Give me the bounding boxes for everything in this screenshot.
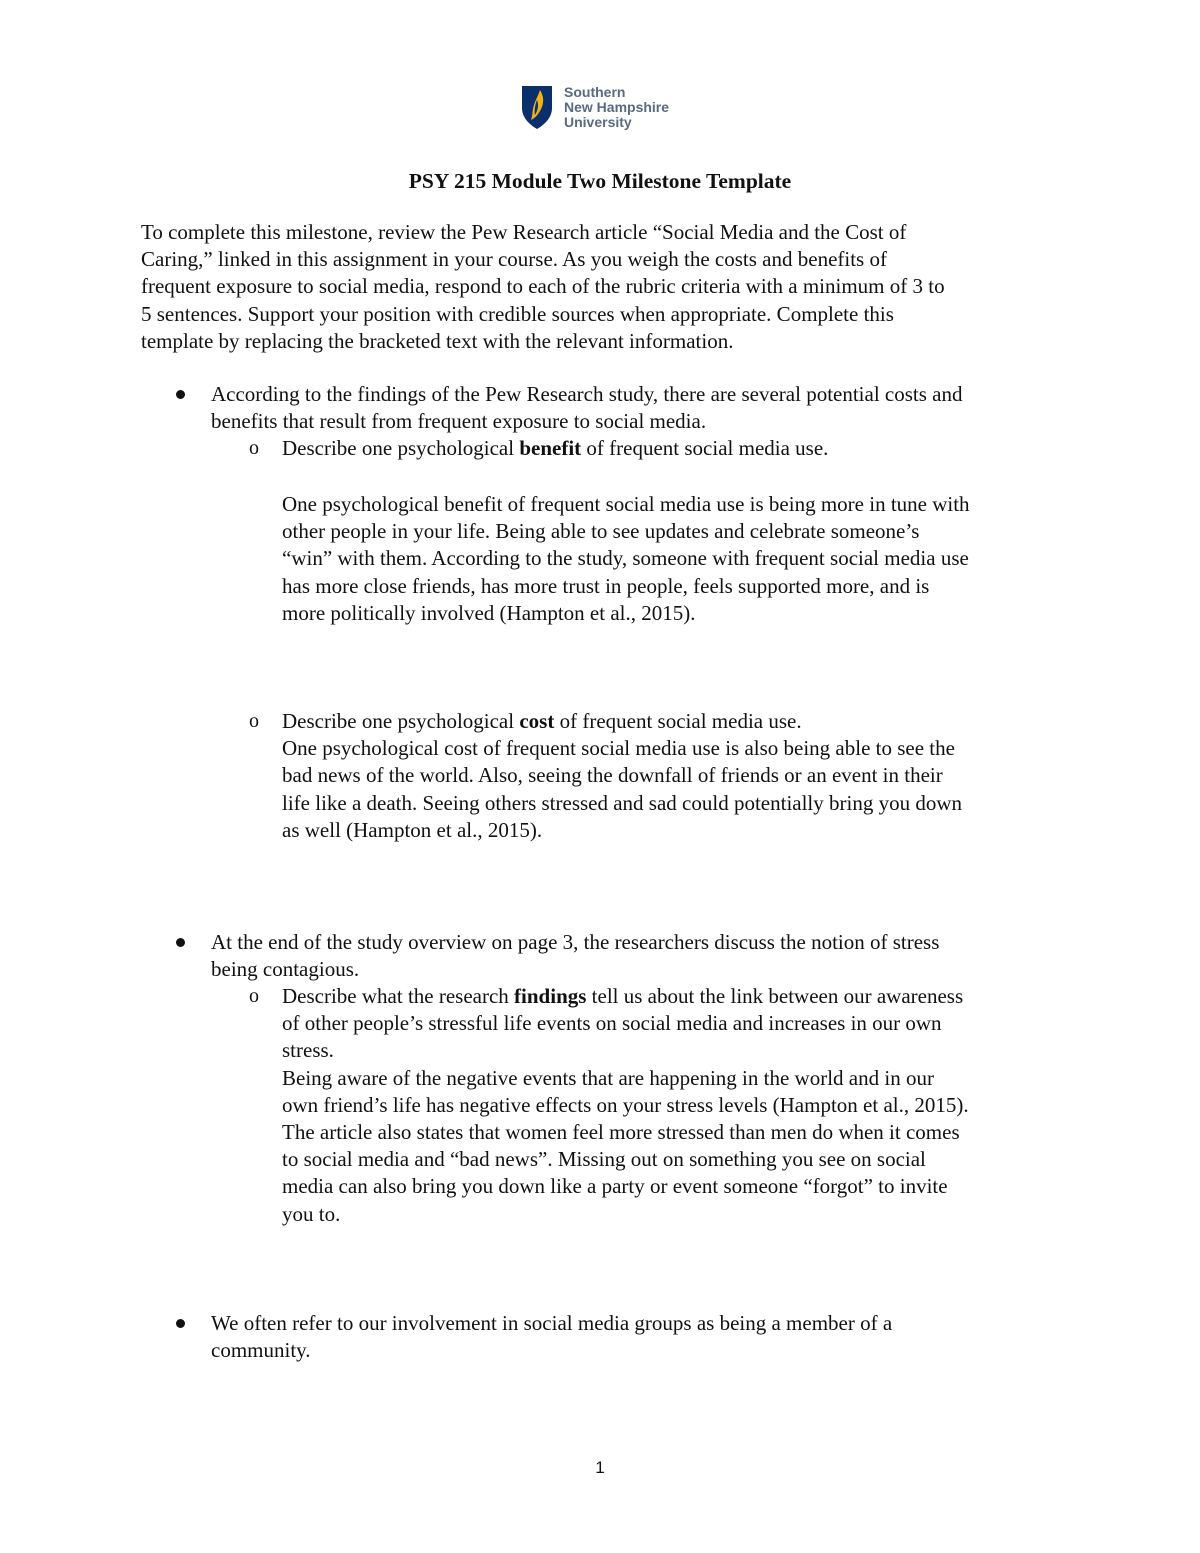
intro-line: frequent exposure to social media, respond to each of the rubric criteria with a minimum of 3 to [141, 274, 945, 299]
bullet-line: community. [211, 1338, 311, 1363]
prompt-emphasis: cost [519, 709, 555, 733]
answer-line: The article also states that women feel more stressed than men do when it comes [282, 1119, 960, 1144]
intro-line: template by replacing the bracketed text with the relevant information. [141, 328, 734, 353]
bullet-line: We often refer to our involvement in social media groups as being a member of a [211, 1311, 893, 1335]
answer-line: Being aware of the negative events that are happening in the world and in our [282, 1065, 934, 1090]
prompt-emphasis: findings [514, 984, 587, 1008]
intro-line: 5 sentences. Support your position with credible sources when appropriate. Complete this [141, 301, 894, 326]
page-number: 1 [595, 1458, 605, 1477]
logo-line-3: University [564, 114, 632, 130]
findings-prompt-and-answer [282, 983, 969, 1228]
university-logo [520, 84, 720, 136]
answer-line: life like a death. Seeing others stressed and sad could potentially bring you down [282, 790, 963, 815]
answer-line: as well (Hampton et al., 2015). [282, 817, 543, 842]
prompt-text: Describe what the research [282, 984, 515, 1008]
shield-flame-icon [520, 84, 554, 130]
bullet-marker [176, 390, 185, 399]
bullet-line: At the end of the study overview on page 3, the researchers discuss the notion of stress [211, 930, 940, 954]
logo-line-2: New Hampshire [564, 99, 670, 115]
prompt-line [282, 708, 962, 735]
prompt-emphasis: benefit [519, 436, 582, 460]
bullet-line: benefits that result from frequent exposure to social media. [211, 409, 707, 434]
answer-line: One psychological benefit of frequent social media use is being more in tune with [282, 492, 970, 516]
prompt-line [282, 983, 969, 1010]
answer-line: more politically involved (Hampton et al., 2015). [282, 600, 696, 625]
cost-prompt-and-answer [282, 708, 962, 844]
sub-bullet-marker: o [249, 985, 259, 1007]
prompt-text: Describe one psychological [282, 436, 520, 460]
prompt-text: Describe one psychological [282, 709, 520, 733]
answer-line: own friend’s life has negative effects on your stress levels (Hampton et al., 2015). [282, 1092, 969, 1117]
logo-line-1: Southern [564, 84, 626, 100]
document-title: PSY 215 Module Two Milestone Template [408, 169, 792, 193]
bullet-2-text [211, 929, 939, 983]
bullet-line: being contagious. [211, 957, 360, 982]
prompt-line: stress. [282, 1038, 334, 1063]
prompt-line: of other people’s stressful life events on social media and increases in our own [282, 1011, 942, 1036]
answer-line: you to. [282, 1201, 341, 1226]
answer-line: has more close friends, has more trust in people, feels supported more, and is [282, 573, 930, 598]
sub-bullet-marker: o [249, 710, 259, 732]
prompt-text: of frequent social media use. [554, 709, 802, 733]
intro-line: To complete this milestone, review the Pew Research article “Social Media and the Cost of [141, 220, 907, 244]
intro-line: Caring,” linked in this assignment in your course. As you weigh the costs and benefits of [141, 247, 887, 272]
prompt-text: tell us about the link between our awareness [586, 984, 964, 1008]
answer-line: other people in your life. Being able to see updates and celebrate someone’s [282, 519, 920, 544]
sub-bullet-marker: o [249, 437, 259, 459]
bullet-3-text [211, 1310, 892, 1364]
bullet-marker [176, 938, 185, 947]
benefit-answer [282, 491, 970, 627]
bullet-line: According to the findings of the Pew Research study, there are several potential costs and [211, 382, 963, 406]
benefit-prompt [282, 435, 828, 462]
answer-line: to social media and “bad news”. Missing out on something you see on social [282, 1147, 926, 1172]
answer-line: “win” with them. According to the study, someone with frequent social media use [282, 546, 969, 571]
intro-paragraph [141, 219, 945, 355]
bullet-marker [176, 1319, 185, 1328]
answer-line: bad news of the world. Also, seeing the downfall of friends or an event in their [282, 763, 943, 788]
answer-line: media can also bring you down like a party or event someone “forgot” to invite [282, 1174, 948, 1199]
answer-line: One psychological cost of frequent social media use is also being able to see the [282, 736, 955, 761]
prompt-text: of frequent social media use. [581, 436, 829, 460]
prompt-line [282, 435, 828, 462]
bullet-1-text [211, 381, 963, 435]
